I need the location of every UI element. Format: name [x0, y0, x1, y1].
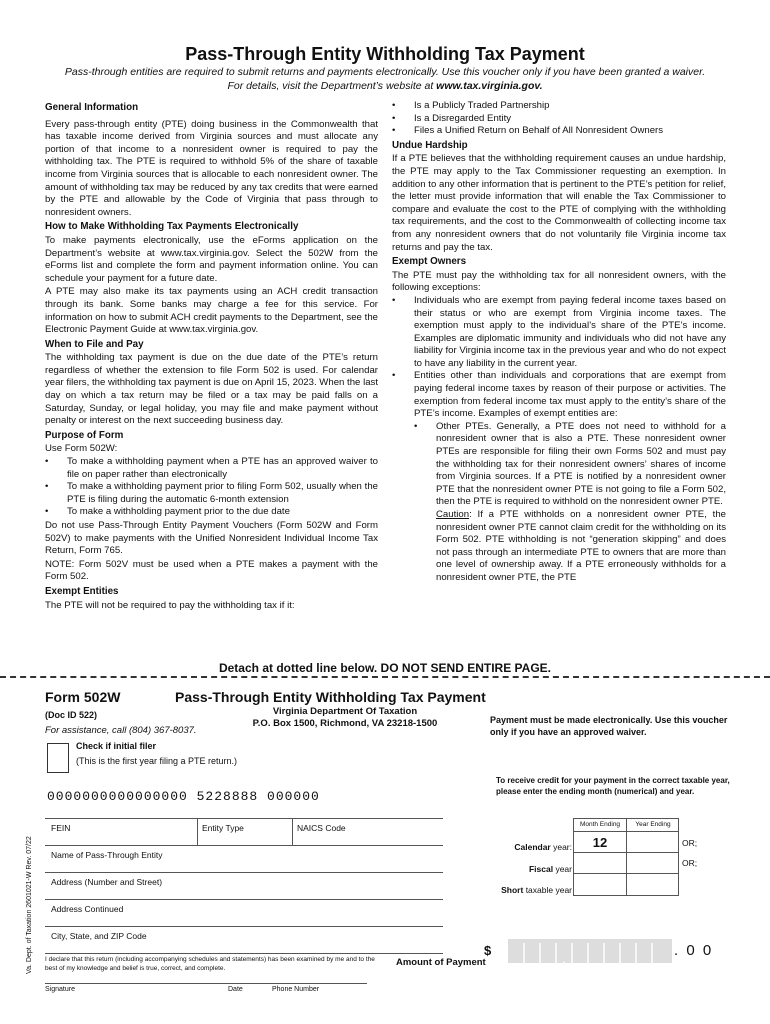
list-item: • Files a Unified Return on Behalf of All Nonresident Owners: [392, 125, 664, 137]
naics-field[interactable]: NAICS Code: [297, 823, 346, 833]
or-label: OR;: [682, 858, 698, 868]
list-item: • Entities other than individuals and corporations that are exempt from paying federal income taxes by reason of their purpose or activities. The exemption from federal income tax must apply to the entity’s share of the PTE’s income. Examples of exempt entities are:: [392, 370, 726, 420]
assistance-text: For assistance, call (804) 367-8037.: [45, 725, 197, 736]
list-item: • To make a withholding payment when a PTE has an approved waiver to file on paper rather than electronically: [45, 456, 378, 480]
website-note: For details, visit the Department’s website at www.tax.virginia.gov.: [227, 80, 543, 92]
initial-filer-note: (This is the first year filing a PTE return.): [76, 756, 238, 766]
tax-period-grid: [573, 818, 679, 896]
do-not-use-text: Do not use Pass-Through Entity Payment Vouchers (Form 502W and Form 502V) to make payments with the Unified Nonresident Individual Income Tax Return, Form 765.: [45, 520, 378, 557]
list-item: • Individuals who are exempt from paying federal income taxes based on their status or who are exempt from Virginia income taxes. The exemption must apply to the individual’s share of the PTE’s income. Examples are diplomatic immunity and individuals who did not have any liability for Virginia income tax in the previous year and who do not expect to have any liability in the current year.: [392, 294, 726, 369]
left-column: [45, 100, 378, 612]
form-number: Form 502W: [45, 689, 121, 705]
dept-address: P.O. Box 1500, Richmond, VA 23218-1500: [252, 718, 438, 729]
website-link: www.tax.virginia.gov.: [436, 80, 543, 92]
short-year-field[interactable]: [627, 874, 679, 895]
how-to-text-1: To make payments electronically, use the eForms application on the Department’s website at www.tax.virginia.gov. Select the 502W from the eForms list and complete the form and payment information online. You can schedule your payment for a future date.: [45, 234, 378, 284]
caution-text: Caution: If a PTE withholds on a nonresident owner PTE, the nonresident owner PTE cannot claim credit for the withholding on its Form 502. PTE withholding is not “generation skipping” and does not pass through an intermediate PTE to owners that are more than one level of ownership away. If a PTE erroneously withholds for a nonresident owner PTE, the PTE: [436, 509, 726, 583]
scanline: 0000000000000000 5228888 000000: [47, 789, 320, 804]
calendar-month-field[interactable]: 12: [574, 832, 627, 853]
purpose-text: Use Form 502W:: [45, 443, 118, 455]
month-ending-header: Month Ending: [574, 819, 627, 832]
voucher-title: Pass-Through Entity Withholding Tax Payment: [175, 689, 486, 705]
exempt-owners-text: The PTE must pay the withholding tax for all nonresident owners, with the following exceptions:: [392, 269, 726, 294]
short-year-label: Short taxable year: [501, 885, 572, 895]
list-item: • To make a withholding payment prior to filing Form 502, usually when the PTE is filing during the automatic 6-month extension: [45, 481, 378, 505]
how-to-heading: How to Make Withholding Tax Payments Electronically: [45, 221, 299, 233]
how-to-text-2: A PTE may also make its tax payments using an ACH credit transaction through its bank. Some banks may charge a fee for this service. For information on how to submit ACH credit payments to the Department, see the Electronic Payment Guide at www.tax.virginia.gov.: [45, 286, 378, 336]
amount-label: Amount of Payment: [396, 957, 486, 968]
address-continued-field[interactable]: Address Continued: [45, 900, 443, 927]
list-item: • To make a withholding payment prior to the due date: [45, 506, 290, 518]
general-info-heading: General Information: [45, 102, 139, 113]
detach-line: [0, 676, 770, 678]
note-text: NOTE: Form 502V must be used when a PTE makes a payment with the Form 502.: [45, 558, 378, 583]
dept-name: Virginia Department Of Taxation: [272, 706, 418, 717]
fiscal-month-field[interactable]: [574, 853, 627, 874]
date-label: Date: [228, 986, 243, 993]
right-column: [392, 100, 726, 585]
detach-instruction: Detach at dotted line below. DO NOT SEND ENTIRE PAGE.: [218, 661, 552, 675]
page-subtitle: Pass-through entities are required to submit returns and payments electronically. Use this voucher only if you have been granted a waiver.: [64, 66, 706, 78]
fein-row: [45, 819, 443, 846]
exempt-entities-text: The PTE will not be required to pay the withholding tax if it:: [45, 599, 295, 611]
fein-field[interactable]: FEIN: [45, 819, 198, 846]
calendar-year-field[interactable]: [627, 832, 679, 853]
year-ending-header: Year Ending: [627, 819, 679, 832]
doc-id: (Doc ID 522): [45, 710, 98, 720]
when-heading: When to File and Pay: [45, 338, 144, 350]
short-month-field[interactable]: [574, 874, 627, 895]
list-item: • Is a Disregarded Entity: [392, 112, 512, 124]
entity-type-field[interactable]: Entity Type: [198, 819, 293, 846]
list-item: • Other PTEs. Generally, a PTE does not need to withhold for a nonresident owner that is also a PTE. These nonresident owner PTEs are responsible for filing their own Forms 502 and must pay the withholding tax for their nonresident owners’ shares of income from Virginia sources. If a PTE is notified by a nonresident owner PTE that the nonresident owner PTE is not going to file a Form 502, then the PTE is required to withhold on the nonresident owner PTE.: [414, 420, 726, 508]
initial-filer-label: Check if initial filer: [76, 741, 157, 751]
cents: . 0 0: [674, 942, 714, 959]
page-title: Pass-Through Entity Withholding Tax Payment: [185, 44, 585, 64]
fiscal-year-label: Fiscal year: [528, 864, 572, 874]
or-label: OR;: [682, 838, 698, 848]
calendar-year-label: Calendar year:: [514, 842, 572, 852]
fiscal-year-field[interactable]: [627, 853, 679, 874]
initial-filer-checkbox[interactable]: [47, 743, 69, 773]
credit-note: To receive credit for your payment in the correct taxable year, please enter the ending month (numerical) and year.: [496, 776, 730, 796]
entity-name-field[interactable]: Name of Pass-Through Entity: [45, 846, 443, 873]
phone-label: Phone Number: [272, 986, 320, 993]
signature-label: Signature: [45, 986, 75, 993]
entity-info-grid: [45, 818, 443, 954]
side-reference: Va. Dept. of Taxation 2601021-W Rev. 07/22: [26, 836, 33, 974]
exempt-entities-heading: Exempt Entities: [45, 585, 119, 597]
address-field[interactable]: Address (Number and Street): [45, 873, 443, 900]
city-state-zip-field[interactable]: City, State, and ZIP Code: [51, 931, 147, 941]
amount-field[interactable]: [508, 939, 672, 963]
undue-hardship-heading: Undue Hardship: [392, 139, 468, 151]
when-text: The withholding tax payment is due on the due date of the PTE’s return regardless of whether the extension to file Form 502 is used. For calendar year filers, the withholding tax payment is due on April 15, 2023. When the last day on which a tax return may be filed or a tax may be paid falls on a Saturday, Sunday, or legal holiday, you may file and make payment without penalty or interest on the next succeeding business day.: [45, 352, 378, 427]
exempt-owners-heading: Exempt Owners: [392, 256, 467, 268]
signature-line[interactable]: [45, 983, 367, 984]
declaration: I declare that this return (including accompanying schedules and statements) has been examined by me and to the best of my knowledge and belief is true, correct, and complete.: [45, 956, 375, 972]
dollar-sign: $: [484, 943, 492, 958]
general-info-text: Every pass-through entity (PTE) doing business in the Commonwealth that has taxable income derived from Virginia sources and must allocate any portion of that income to a nonresident owner is required to pay the withholding tax. The PTE is required to withhold 5% of the share of taxable income from Virginia sources that is allocable to each nonresident owner. The amount of withholding tax may be reduced by any tax credits that were earned by the PTE and allowable by the Code of Virginia that pass through to nonresident owners.: [45, 118, 378, 218]
undue-hardship-text: If a PTE believes that the withholding requirement causes an undue hardship, the PTE may apply to the Tax Commissioner requesting an exemption. In addition to any other information that is pertinent to the PTE’s petition for relief, the letter must provide information that will enable the Tax Commissioner to compare and evaluate the cost to the PTE of complying with the withholding tax requirements, and the cost to the Commonwealth of collecting income tax from any nonresident owners that do not voluntarily file Virginia income tax returns and pay the tax.: [392, 153, 726, 253]
waiver-note: Payment must be made electronically. Use this voucher only if you have an approved waiver.: [490, 715, 728, 737]
amount-digit-dividers: [508, 939, 672, 963]
purpose-heading: Purpose of Form: [45, 429, 124, 441]
list-item: • Is a Publicly Traded Partnership: [392, 100, 550, 111]
